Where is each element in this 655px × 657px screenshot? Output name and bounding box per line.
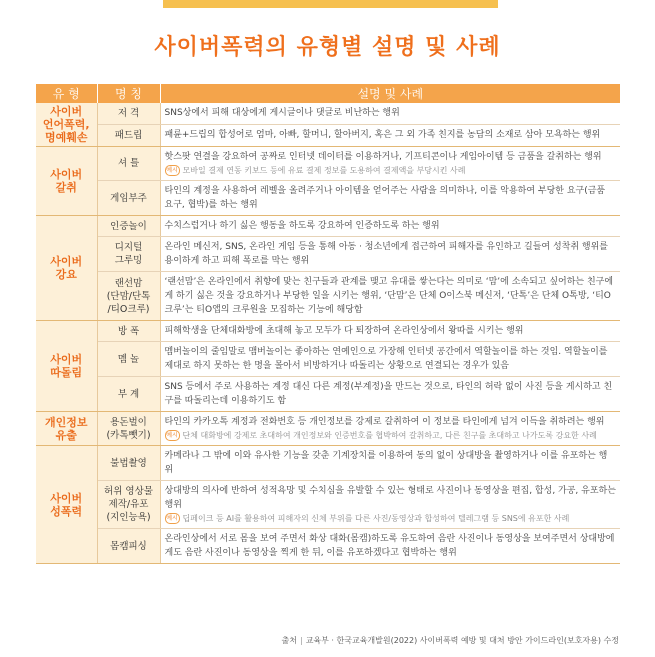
type-cell-verbal: 사이버 언어폭력, 명예훼손 <box>36 103 97 147</box>
table-row <box>36 181 620 216</box>
top-accent-bar <box>163 0 498 8</box>
type-cell-extortion: 사이버 갈취 <box>36 147 97 216</box>
header-type: 유 형 <box>36 84 97 103</box>
table-row <box>36 481 620 529</box>
description-cell <box>160 147 620 181</box>
header-description: 설명 및 사례 <box>160 84 620 103</box>
name-cell: 셔 틀 <box>97 147 160 181</box>
table-row <box>36 216 620 237</box>
example-badge: 예시 <box>166 432 178 439</box>
table-header-row <box>36 84 620 103</box>
description-cell: SNS 등에서 주로 사용하는 계정 대신 다른 계정(부계정)을 만드는 것으로, 타인의 허락 없이 사진 등을 게시하고 친구를 따돌리는데 이용하기도 함 <box>160 377 620 412</box>
name-cell: 몸캠피싱 <box>97 529 160 564</box>
name-cell: 인증놀이 <box>97 216 160 237</box>
description-cell <box>160 412 620 446</box>
example-text: 모바일 결제 연동 키보드 등에 유료 결제 정보를 도용하여 결제액을 부당시킨 사례 <box>182 166 466 175</box>
description-text: 상대방의 의사에 반하여 성적욕망 및 수치심을 유발할 수 있는 형태로 사진이나 동영상을 편집, 합성, 가공, 유포하는 행위 <box>164 486 616 510</box>
example-note <box>165 512 617 525</box>
name-cell: 방 폭 <box>97 321 160 342</box>
type-cell-privacy: 개인정보 유출 <box>36 412 97 446</box>
description-text: 타인의 카카오톡 계정과 전화번호 등 개인정보를 강제로 갈취하여 이 정보를 타인에게 넘겨 이득을 취하려는 행위 <box>164 417 605 427</box>
table-row <box>36 342 620 377</box>
table-row <box>36 147 620 181</box>
source-citation: 출처 | 교육부 · 한국교육개발원(2022) 사이버폭력 예방 및 대처 방안 가이드라인(보호자용) 수정 <box>281 636 619 645</box>
description-cell: 타인의 계정을 사용하여 레벨을 올려주거나 아이템을 얻어주는 사람을 의미하나, 이를 악용하여 부당한 요구(금품 요구, 협박)를 하는 행위 <box>160 181 620 216</box>
type-cell-coercion: 사이버 강요 <box>36 216 97 321</box>
table-row <box>36 272 620 321</box>
table-row <box>36 377 620 412</box>
header-name: 명 칭 <box>97 84 160 103</box>
table-row <box>36 103 620 124</box>
description-cell: ‘랜선맘’은 온라인에서 취향에 맞는 친구들과 관계를 맺고 유대를 쌓는다는 의미로 ‘맘’에 소속되고 싶어하는 친구에게 하기 싫은 것을 강요하거나 부당한 일을 시키는 행위, ‘단맘’은 단체 O이스북 메신저, ‘단톡’은 단체 O톡방, ‘티O크루’는 티O앱의 크루원을 모집하는 기능에 해당함 <box>160 272 620 321</box>
table-row <box>36 446 620 481</box>
example-text: 딥페이크 등 AI를 활용하여 피해자의 신체 부위를 다른 사진/동영상과 합성하여 텔레그램 등 SNS에 유포한 사례 <box>182 514 570 523</box>
page-title: 사이버폭력의 유형별 설명 및 사례 <box>154 35 501 60</box>
example-text: 단체 대화방에 강제로 초대하여 개인정보와 인증번호를 협박하여 갈취하고, 다른 친구를 초대하고 나가도록 강요한 사례 <box>182 431 597 440</box>
name-cell: 랜선맘 (단맘/단톡 /티O크루) <box>97 272 160 321</box>
example-badge: 예시 <box>166 515 178 522</box>
description-cell: SNS상에서 피해 대상에게 게시글이나 댓글로 비난하는 행위 <box>160 103 620 124</box>
table-row <box>36 412 620 446</box>
name-cell: 부 계 <box>97 377 160 412</box>
description-cell: 멤버놀이의 줄임말로 맴버놀이는 좋아하는 연예인으로 가장해 인터넷 공간에서 역할놀이를 하는 것임. 역할놀이를 제대로 하지 못하는 한 명을 몰아서 비방하거나 따돌리는 상황으로 연결되는 경우가 있음 <box>160 342 620 377</box>
table-row <box>36 321 620 342</box>
table-row <box>36 529 620 564</box>
name-cell: 게임부주 <box>97 181 160 216</box>
description-cell <box>160 481 620 529</box>
type-cell-ostracism: 사이버 따돌림 <box>36 321 97 412</box>
name-cell: 패드립 <box>97 124 160 146</box>
name-cell: 멤 놀 <box>97 342 160 377</box>
example-note <box>165 164 617 177</box>
type-cell-sexual: 사이버 성폭력 <box>36 446 97 564</box>
description-cell: 온라인상에서 서로 몸을 보여 주면서 화상 대화(몸캠)하도록 유도하여 음란 사진이나 동영상을 보여주면서 상대방에게도 음란 사진이나 동영상을 찍게 한 뒤, 이를 유포하겠다고 협박하는 행위 <box>160 529 620 564</box>
description-cell: 카메라나 그 밖에 이와 유사한 기능을 갖춘 기계장치를 이용하여 동의 없이 상대방을 촬영하거나 이를 유포하는 행위 <box>160 446 620 481</box>
table-row <box>36 237 620 272</box>
name-cell: 불법촬영 <box>97 446 160 481</box>
description-cell: 수치스럽거나 하기 싫은 행동을 하도록 강요하여 인증하도록 하는 행위 <box>160 216 620 237</box>
name-cell: 저 격 <box>97 103 160 124</box>
description-text: 핫스팟 연결을 강요하여 공짜로 인터넷 데이터를 이용하거나, 기프티콘이나 게임아이템 등 금품을 갈취하는 행위 <box>164 152 602 162</box>
source-label: 출처 <box>281 636 297 645</box>
example-note <box>165 429 617 442</box>
table-row <box>36 124 620 146</box>
name-cell: 디지털 그루밍 <box>97 237 160 272</box>
name-cell: 용돈벌이 (카톡뺏기) <box>97 412 160 446</box>
source-text: 교육부 · 한국교육개발원(2022) 사이버폭력 예방 및 대처 방안 가이드라인(보호자용) 수정 <box>305 636 619 645</box>
name-cell: 허위 영상물 제작/유포 (지인능욕) <box>97 481 160 529</box>
description-cell: 패륜+드립의 합성어로 엄마, 아빠, 할머니, 할아버지, 혹은 그 외 가족 친지를 농담의 소재로 삼아 모욕하는 행위 <box>160 124 620 146</box>
example-badge: 예시 <box>166 167 178 174</box>
description-cell: 온라인 메신저, SNS, 온라인 게임 등을 통해 아동 · 청소년에게 접근하여 피해자를 유인하고 길들여 성착취 행위를 용이하게 하고 피해 폭로를 막는 행위 <box>160 237 620 272</box>
cyberbullying-types-table <box>36 84 620 564</box>
description-cell: 피해학생을 단체대화방에 초대해 놓고 모두가 다 퇴장하여 온라인상에서 왕따를 시키는 행위 <box>160 321 620 342</box>
